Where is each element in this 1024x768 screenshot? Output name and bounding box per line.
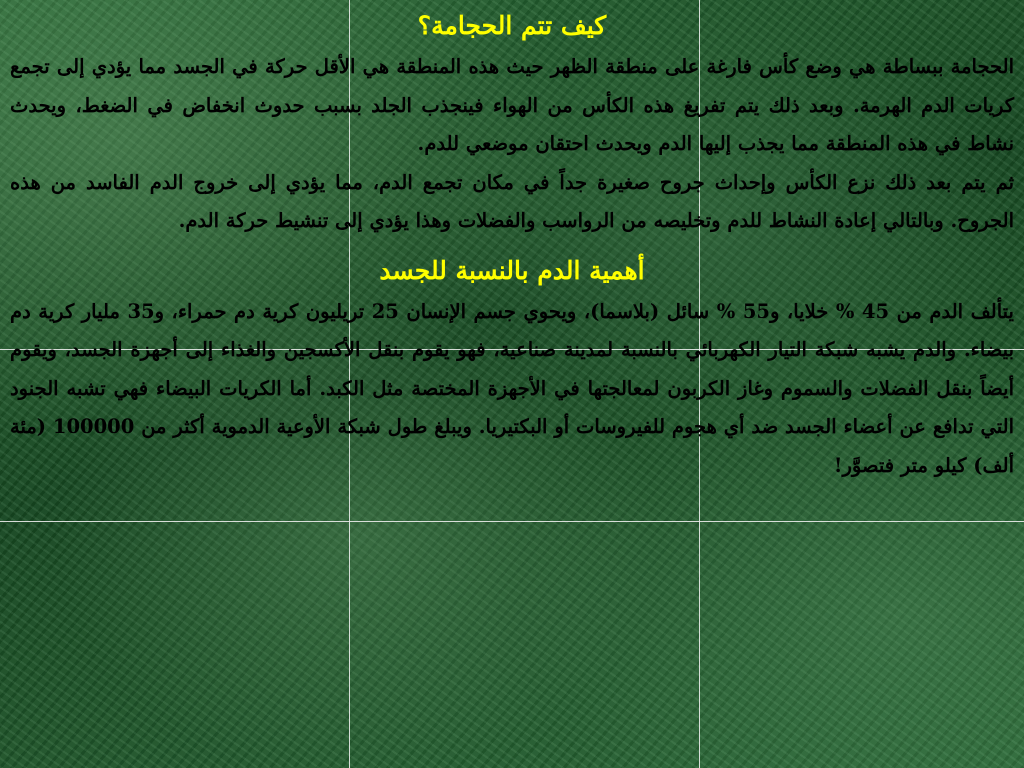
paragraph-blood-facts: يتألف الدم من 45 % خلايا، و55 % سائل (بلاسما)، ويحوي جسم الإنسان 25 تريليون كرية دم حمراء، و35 مليار كرية دم بيضاء. والدم يشبه شبكة التيار الكهربائي بالنسبة لمدينة صناعية، فهو يقوم بنقل الأكسجين والغذاء إلى أجهزة الجسد، ويقوم أيضاً بنقل الفضلات والسموم وغاز الكربون لمعالجتها في الأجهزة المختصة مثل الكبد. أما الكريات البيضاء فهي تشبه الجنود التي تدافع عن أعضاء الجسد ضد أي هجوم للفيروسات أو البكتيريا. ويبلغ طول شبكة الأوعية الدموية أكثر من 100000 (مئة ألف) كيلو متر فتصوَّر!: [10, 299, 1014, 477]
slide-title-blood-importance: أهمية الدم بالنسبة للجسد: [379, 255, 645, 285]
slide-content: [10, 4, 1014, 485]
paragraph-cupping-process: الحجامة ببساطة هي وضع كأس فارغة على منطقة الظهر حيث هذه المنطقة هي الأقل حركة في الجسد مما يؤدي إلى تجمع كريات الدم الهرمة. وبعد ذلك يتم تفريغ هذه الكأس من الهواء فينجذب الجلد بسبب حدوث انخفاض في الضغط، ويحدث نشاط في هذه المنطقة مما يجذب إليها الدم ويحدث احتقان موضعي للدم.: [10, 55, 1014, 155]
grid-line-horizontal-2: [0, 521, 1024, 522]
paragraph-cupping-result: ثم يتم بعد ذلك نزع الكأس وإحداث جروح صغيرة جداً في مكان تجمع الدم، مما يؤدي إلى خروج الدم الفاسد من هذه الجروح. وبالتالي إعادة النشاط للدم وتخليصه من الرواسب والفضلات وهذا يؤدي إلى تنشيط حركة الدم.: [10, 170, 1014, 232]
slide-title-cupping: كيف تتم الحجامة؟: [417, 11, 607, 40]
